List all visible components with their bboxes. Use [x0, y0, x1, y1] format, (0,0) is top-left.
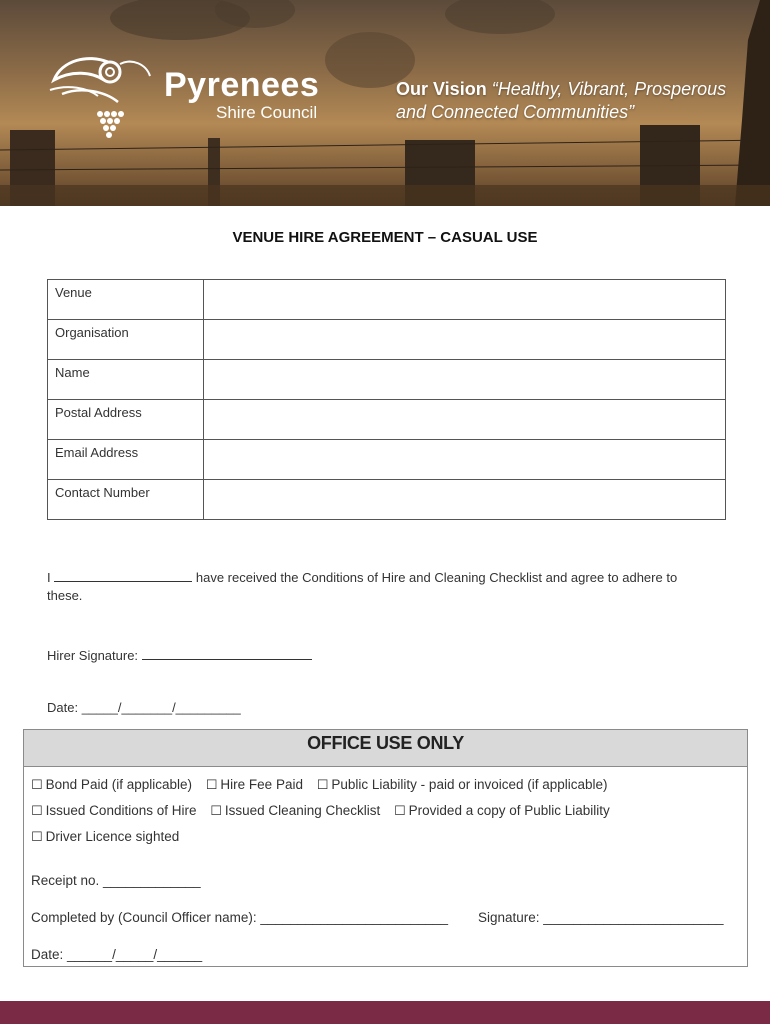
contact-number-label: Contact Number — [48, 480, 204, 520]
hire-fee-paid-checkbox[interactable] — [206, 777, 303, 793]
issued-conditions-label: Issued Conditions of Hire — [45, 803, 197, 818]
venue-label: Venue — [48, 280, 204, 320]
checkbox-icon: ☐ — [210, 804, 222, 819]
contact-number-field[interactable] — [204, 480, 726, 520]
council-logo-icon — [48, 50, 168, 145]
table-row — [48, 440, 726, 480]
issued-cleaning-checkbox[interactable] — [210, 803, 380, 819]
header-banner — [0, 0, 770, 206]
driver-licence-checkbox[interactable] — [31, 829, 179, 845]
vision-quote-line2: and Connected Communities” — [396, 102, 635, 122]
office-checks-row-2 — [31, 803, 620, 819]
checkbox-icon: ☐ — [316, 778, 329, 793]
hirer-date-label: Date: — [47, 700, 79, 715]
name-field[interactable] — [204, 360, 726, 400]
document-title: VENUE HIRE AGREEMENT – CASUAL USE — [232, 229, 538, 246]
office-use-box — [23, 729, 748, 967]
issued-cleaning-label: Issued Cleaning Checklist — [224, 803, 381, 818]
postal-address-field[interactable] — [204, 400, 726, 440]
venue-field[interactable] — [204, 280, 726, 320]
brand-name: Pyrenees — [164, 66, 320, 104]
vision-statement — [396, 78, 736, 124]
vision-quote-line1: “Healthy, Vibrant, Prosperous — [491, 79, 727, 99]
public-liability-checkbox[interactable] — [317, 777, 608, 793]
completed-by-line[interactable]: Completed by (Council Officer name): _________________________ — [31, 910, 449, 925]
hirer-date-blanks[interactable]: _____/_______/_________ — [81, 700, 241, 715]
hirer-signature-blank[interactable] — [142, 647, 312, 660]
hirer-date-line — [47, 700, 241, 715]
office-use-heading: OFFICE USE ONLY — [24, 730, 747, 767]
checkbox-icon: ☐ — [31, 804, 43, 819]
agreement-prefix: I — [47, 570, 51, 585]
hirer-signature-line — [47, 647, 312, 663]
organisation-field[interactable] — [204, 320, 726, 360]
vision-lead: Our Vision — [396, 79, 487, 99]
hire-fee-paid-label: Hire Fee Paid — [220, 777, 303, 792]
public-liability-label: Public Liability - paid or invoiced (if applicable) — [331, 777, 608, 792]
table-row — [48, 320, 726, 360]
provided-liability-copy-label: Provided a copy of Public Liability — [408, 803, 610, 818]
bond-paid-label: Bond Paid (if applicable) — [45, 777, 192, 792]
table-row — [48, 400, 726, 440]
email-address-label: Email Address — [48, 440, 204, 480]
agreement-statement — [47, 569, 687, 605]
hirer-name-blank[interactable] — [54, 569, 192, 582]
receipt-number-line[interactable]: Receipt no. _____________ — [31, 873, 201, 888]
provided-liability-copy-checkbox[interactable] — [394, 803, 610, 819]
officer-signature-line[interactable]: Signature: ________________________ — [478, 910, 724, 925]
name-label: Name — [48, 360, 204, 400]
hirer-signature-label: Hirer Signature: — [47, 648, 139, 663]
email-address-field[interactable] — [204, 440, 726, 480]
checkbox-icon: ☐ — [394, 804, 406, 819]
footer-bar — [0, 1001, 770, 1024]
checkbox-icon: ☐ — [31, 830, 43, 845]
checkbox-icon: ☐ — [31, 778, 43, 793]
table-row — [48, 280, 726, 320]
postal-address-label: Postal Address — [48, 400, 204, 440]
driver-licence-label: Driver Licence sighted — [45, 829, 180, 844]
office-date-line[interactable]: Date: ______/_____/______ — [31, 947, 203, 962]
checkbox-icon: ☐ — [205, 778, 218, 793]
table-row — [48, 480, 726, 520]
table-row — [48, 360, 726, 400]
issued-conditions-checkbox[interactable] — [31, 803, 196, 819]
bond-paid-checkbox[interactable] — [31, 777, 192, 793]
organisation-label: Organisation — [48, 320, 204, 360]
agreement-text: have received the Conditions of Hire and Cleaning Checklist and agree to adhere to these. — [47, 570, 678, 603]
office-checks-row-1 — [31, 777, 618, 793]
hire-details-table — [47, 279, 726, 520]
brand-subtitle: Shire Council — [216, 103, 318, 122]
office-checks-row-3 — [31, 829, 189, 845]
